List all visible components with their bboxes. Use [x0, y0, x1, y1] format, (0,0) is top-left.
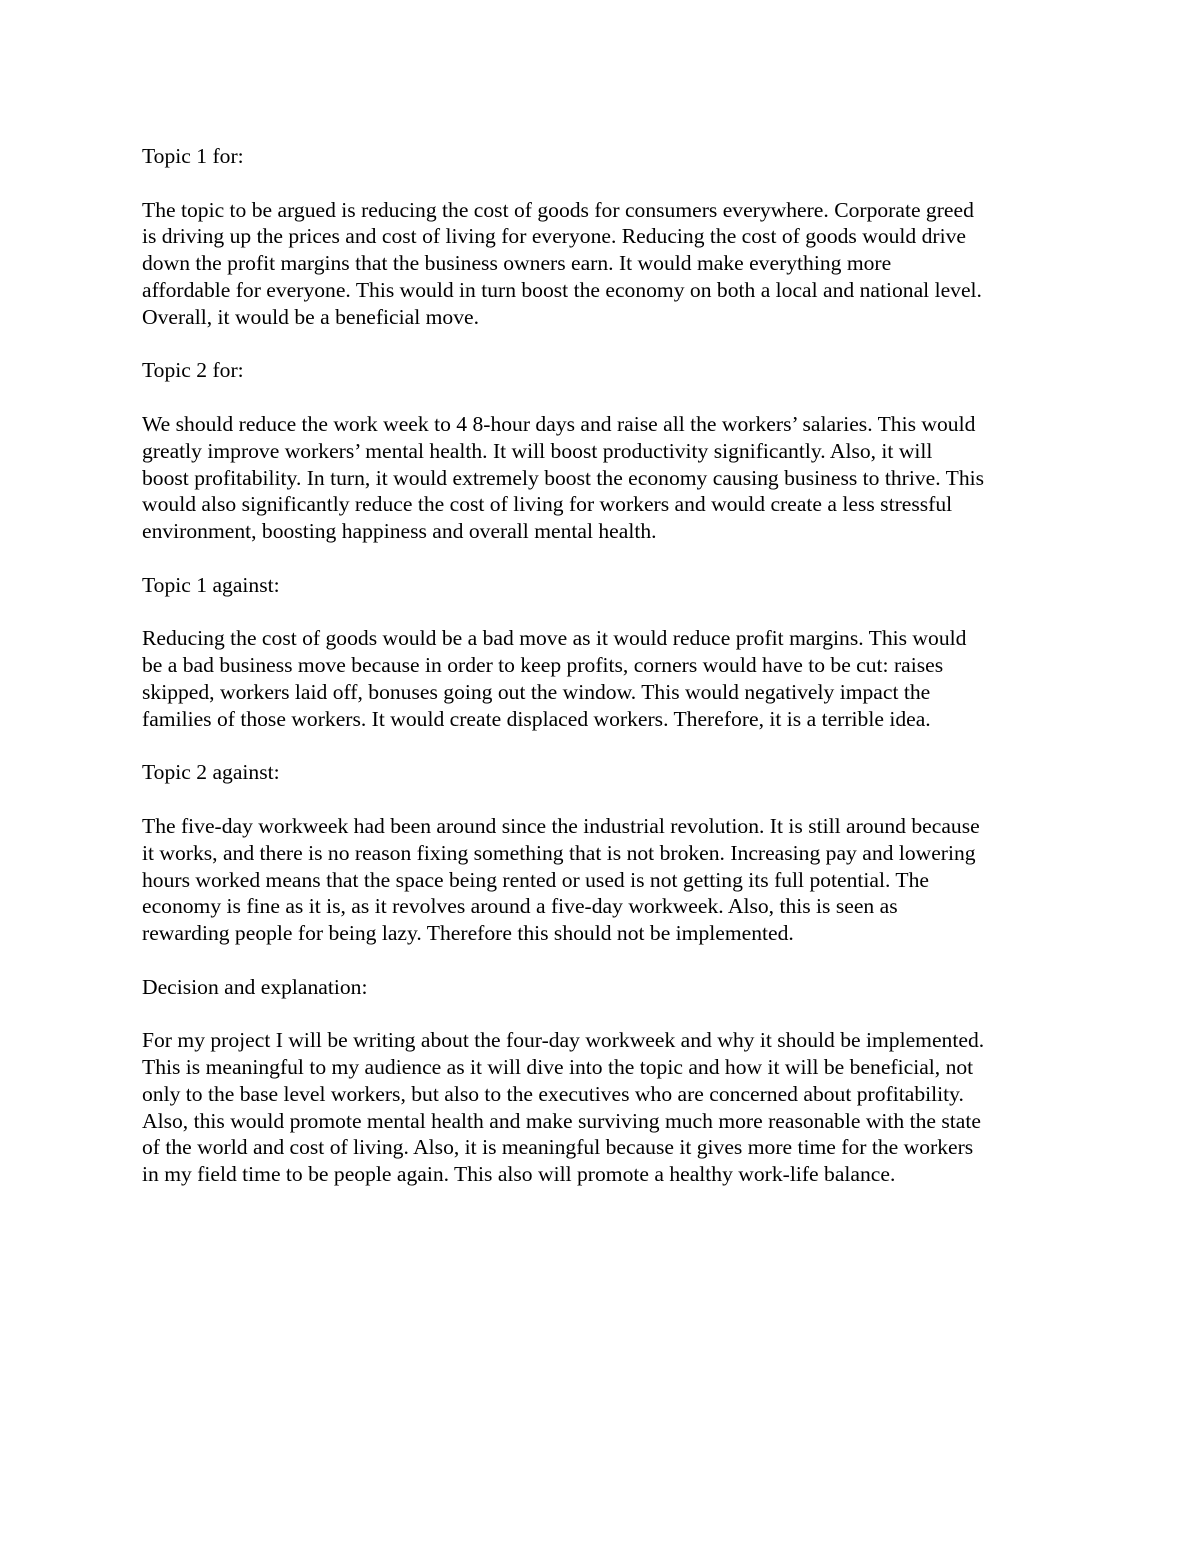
- paragraph-line: environment, boosting happiness and overall mental health.: [142, 519, 657, 544]
- paragraph-line: families of those workers. It would create displaced workers. Therefore, it is a terrible idea.: [142, 706, 931, 731]
- section-heading: Topic 1 for:: [142, 144, 244, 168]
- section-topic-1-against: [142, 572, 1072, 733]
- paragraph-line: down the profit margins that the business owners earn. It would make everything more: [142, 251, 892, 276]
- section-heading: Decision and explanation:: [142, 974, 368, 999]
- paragraph-line: We should reduce the work week to 4 8-hour days and raise all the workers’ salaries. This would: [142, 411, 976, 436]
- paragraph-line: rewarding people for being lazy. Therefore this should not be implemented.: [142, 921, 794, 946]
- section-topic-2-for: [142, 357, 1072, 545]
- paragraph-line: is driving up the prices and cost of living for everyone. Reducing the cost of goods would drive: [142, 224, 966, 249]
- section-paragraph: [142, 625, 1072, 732]
- section-paragraph: [142, 197, 1072, 331]
- paragraph-line: only to the base level workers, but also to the executives who are concerned about profitability.: [142, 1081, 964, 1106]
- paragraph-line: hours worked means that the space being rented or used is not getting its full potential. The: [142, 867, 929, 892]
- section-heading: Topic 1 against:: [142, 572, 280, 597]
- paragraph-line: greatly improve workers’ mental health. It will boost productivity significantly. Also, it will: [142, 438, 933, 463]
- section-paragraph: [142, 1027, 1072, 1188]
- paragraph-line: Also, this would promote mental health and make surviving much more reasonable with the state: [142, 1108, 981, 1133]
- paragraph-line: This is meaningful to my audience as it will dive into the topic and how it will be beneficial, not: [142, 1055, 974, 1080]
- paragraph-line: of the world and cost of living. Also, it is meaningful because it gives more time for the workers: [142, 1135, 974, 1160]
- paragraph-line: economy is fine as it is, as it revolves around a five-day workweek. Also, this is seen as: [142, 894, 898, 919]
- section-heading: Topic 2 for:: [142, 358, 244, 383]
- paragraph-line: would also significantly reduce the cost of living for workers and would create a less stressful: [142, 492, 953, 517]
- paragraph-line: Overall, it would be a beneficial move.: [142, 304, 479, 329]
- paragraph-line: The topic to be argued is reducing the cost of goods for consumers everywhere. Corporate greed: [142, 197, 974, 222]
- paragraph-line: For my project I will be writing about the four-day workweek and why it should be implemented.: [142, 1028, 985, 1053]
- section-paragraph: [142, 411, 1072, 545]
- paragraph-line: be a bad business move because in order to keep profits, corners would have to be cut: raises: [142, 653, 944, 678]
- paragraph-line: skipped, workers laid off, bonuses going out the window. This would negatively impact the: [142, 679, 931, 704]
- section-decision-and-explanation: [142, 974, 1072, 1188]
- section-topic-1-for: [142, 143, 1072, 331]
- paragraph-line: affordable for everyone. This would in turn boost the economy on both a local and national level.: [142, 277, 982, 302]
- paragraph-line: it works, and there is no reason fixing something that is not broken. Increasing pay and lowering: [142, 840, 976, 865]
- section-topic-2-against: [142, 759, 1072, 947]
- paragraph-line: The five-day workweek had been around since the industrial revolution. It is still around because: [142, 813, 980, 838]
- paragraph-line: Reducing the cost of goods would be a bad move as it would reduce profit margins. This would: [142, 626, 967, 651]
- section-paragraph: [142, 813, 1072, 947]
- paragraph-line: boost profitability. In turn, it would extremely boost the economy causing business to thrive. This: [142, 465, 985, 490]
- section-heading: Topic 2 against:: [142, 760, 280, 785]
- paragraph-line: in my field time to be people again. This also will promote a healthy work-life balance.: [142, 1162, 896, 1187]
- document-page: [142, 143, 1072, 1215]
